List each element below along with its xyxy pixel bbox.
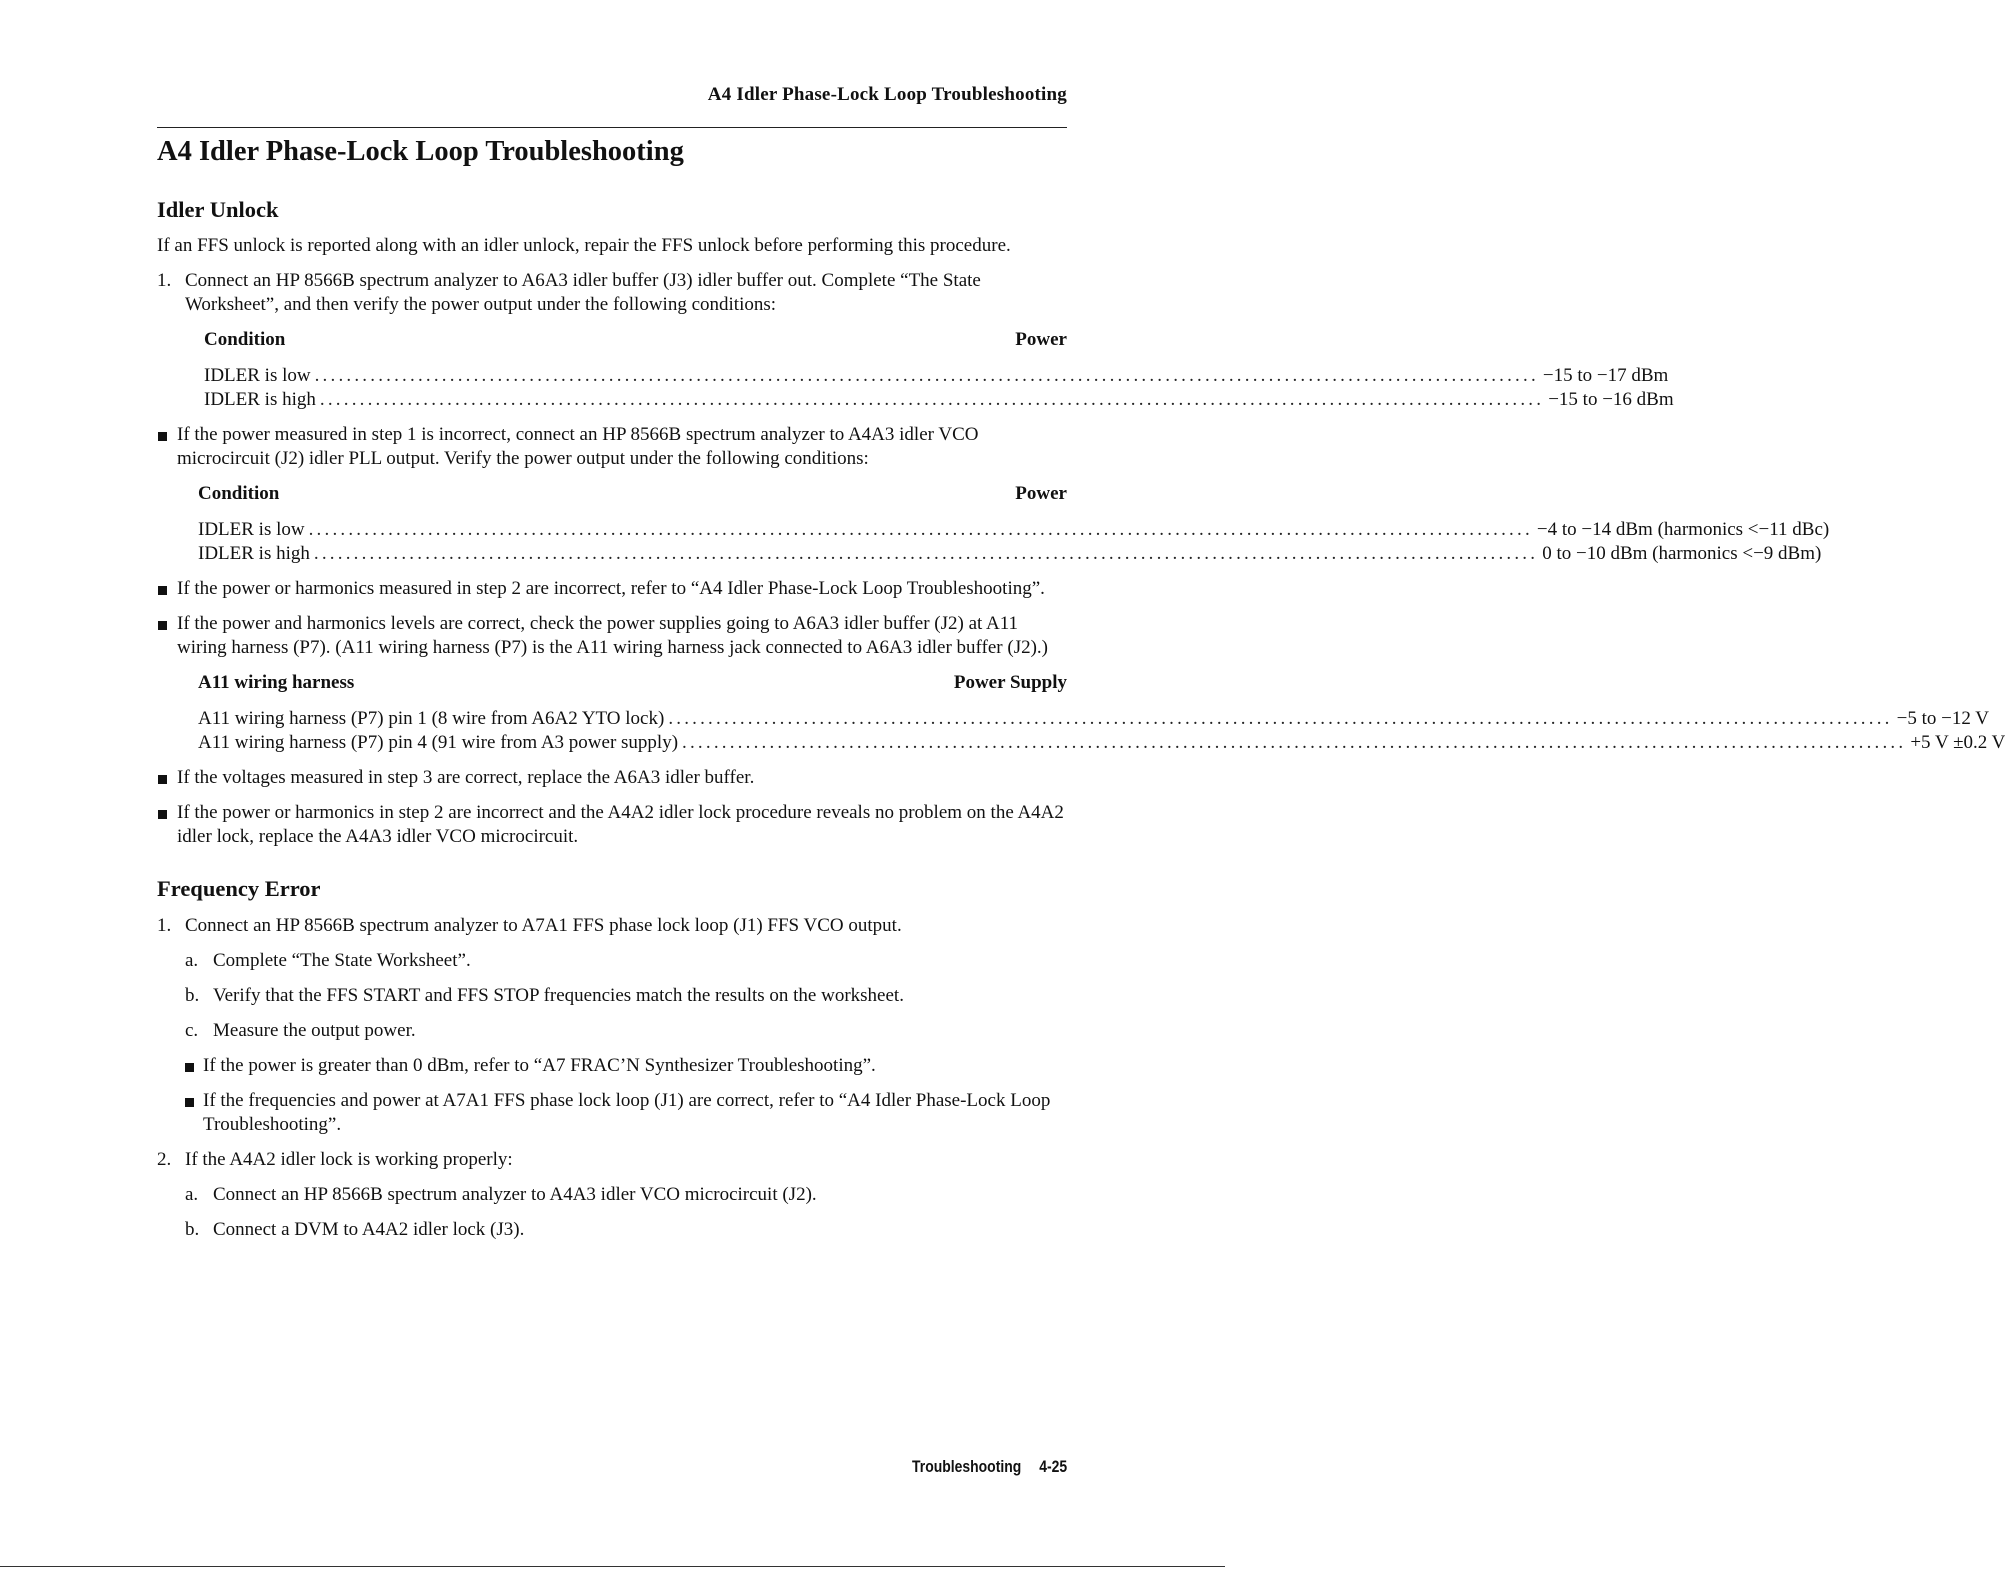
step-text: Connect an HP 8566B spectrum analyzer to A7A1 FFS phase lock loop (J1) FFS VCO output. [185, 915, 902, 936]
bullet-square-icon [158, 621, 167, 630]
bullet-text: If the power or harmonics in step 2 are incorrect and the A4A2 idler lock procedure reveals no problem on the A4A2 idler lock, replace the A4A3 idler VCO microcircuit. [177, 802, 1064, 847]
column-header-power: Power [1015, 483, 1067, 504]
table-row [198, 731, 2005, 755]
substep-text: Complete “The State Worksheet”. [213, 950, 471, 971]
substep-letter: a. [185, 1184, 199, 1205]
column-header-harness: A11 wiring harness [198, 672, 355, 693]
step-item [157, 269, 1067, 317]
substep-text: Measure the output power. [213, 1020, 416, 1041]
power-supply-table [198, 671, 2005, 755]
intro-paragraph: If an FFS unlock is reported along with an idler unlock, repair the FFS unlock before performing this procedure. [157, 235, 1011, 256]
row-value: −15 to −16 dBm [1548, 389, 1674, 410]
row-label: IDLER is low [204, 365, 311, 386]
column-header-power-supply: Power Supply [953, 672, 1067, 693]
bullet-square-icon [185, 1098, 194, 1107]
section-heading-idler-unlock: Idler Unlock [157, 197, 279, 222]
column-header-condition: Condition [198, 483, 280, 504]
table-row [198, 542, 1822, 566]
row-value: −15 to −17 dBm [1542, 365, 1669, 386]
dot-leader: .......................................................................................................................................................... [319, 389, 1545, 410]
row-label: A11 wiring harness (P7) pin 4 (91 wire from A3 power supply) [198, 732, 679, 753]
row-label: A11 wiring harness (P7) pin 1 (8 wire from A6A2 YTO lock) [198, 708, 665, 729]
row-value: −4 to −14 dBm (harmonics <−11 dBc) [1536, 519, 1830, 540]
step-item [157, 914, 1067, 938]
step-item [157, 1148, 1067, 1172]
bullet-text: If the power and harmonics levels are correct, check the power supplies going to A6A3 idler buffer (J2) at A11 wiring harness (P7). (A11 wiring harness (P7) is the A11 wiring harness jack connected to A6A3 idler buffer (J2).) [177, 613, 1048, 658]
table-header [198, 671, 1067, 695]
bullet-item [157, 766, 1067, 790]
step-number: 1. [157, 270, 172, 291]
substep-item [157, 984, 1067, 1008]
bullet-text: If the power or harmonics measured in step 2 are incorrect, refer to “A4 Idler Phase-Lock Loop Troubleshooting”. [177, 578, 1045, 599]
bullet-square-icon [158, 586, 167, 595]
bullet-item [157, 801, 1067, 849]
row-label: IDLER is high [198, 543, 310, 564]
substep-item [157, 1218, 1067, 1242]
dot-leader: .......................................................................................................................................................... [313, 543, 1539, 564]
table-header [204, 328, 1067, 352]
dot-leader: .......................................................................................................................................................... [668, 708, 1893, 729]
page-footer [894, 1457, 1067, 1477]
running-head: A4 Idler Phase-Lock Loop Troubleshooting [707, 84, 1067, 105]
bullet-item [157, 612, 1067, 660]
row-value: 0 to −10 dBm (harmonics <−9 dBm) [1542, 543, 1822, 564]
substep-letter: a. [185, 950, 199, 971]
sub-bullet-item [157, 1054, 1067, 1078]
substep-letter: b. [185, 1219, 200, 1240]
dot-leader: .......................................................................................................................................................... [308, 519, 1533, 540]
bullet-text: If the power is greater than 0 dBm, refer to “A7 FRAC’N Synthesizer Troubleshooting”. [203, 1055, 876, 1076]
bullet-square-icon [158, 775, 167, 784]
page-title: A4 Idler Phase-Lock Loop Troubleshooting [157, 136, 684, 167]
bullet-square-icon [158, 810, 167, 819]
step-number: 1. [157, 915, 172, 936]
bullet-square-icon [158, 432, 167, 441]
row-label: IDLER is low [198, 519, 305, 540]
substep-item [157, 1183, 1067, 1207]
step-text: If the A4A2 idler lock is working properly: [185, 1149, 513, 1170]
row-label: IDLER is high [204, 389, 316, 410]
column-header-condition: Condition [204, 329, 286, 350]
footer-section: Troubleshooting [911, 1457, 1022, 1476]
table-row [198, 707, 1989, 731]
substep-letter: b. [185, 985, 200, 1006]
dot-leader: .......................................................................................................................................................... [314, 365, 1539, 386]
substep-text: Connect an HP 8566B spectrum analyzer to A4A3 idler VCO microcircuit (J2). [213, 1184, 817, 1205]
condition-table-2 [198, 482, 1830, 566]
substep-text: Connect a DVM to A4A2 idler lock (J3). [213, 1219, 525, 1240]
substep-item [157, 1019, 1067, 1043]
table-row [204, 364, 1669, 388]
row-value: −5 to −12 V [1896, 708, 1989, 729]
substep-text: Verify that the FFS START and FFS STOP frequencies match the results on the worksheet. [213, 985, 904, 1006]
step-number: 2. [157, 1149, 172, 1170]
condition-table-1 [204, 328, 1674, 412]
step-text: Connect an HP 8566B spectrum analyzer to A6A3 idler buffer (J3) idler buffer out. Complete “The State Worksheet”, and then verify the power output under the following conditions: [185, 270, 981, 315]
column-header-power: Power [1015, 329, 1067, 350]
bullet-text: If the voltages measured in step 3 are correct, replace the A6A3 idler buffer. [177, 767, 755, 788]
section-heading-frequency-error: Frequency Error [157, 876, 321, 901]
table-row [204, 388, 1674, 412]
bullet-text: If the frequencies and power at A7A1 FFS phase lock loop (J1) are correct, refer to “A4 Idler Phase-Lock Loop Troubleshooting”. [203, 1090, 1051, 1135]
bullet-text: If the power measured in step 1 is incorrect, connect an HP 8566B spectrum analyzer to A4A3 idler VCO microcircuit (J2) idler PLL output. Verify the power output under the following conditions: [177, 424, 979, 469]
bullet-item [157, 423, 1067, 471]
header-rule [157, 127, 1067, 128]
bullet-item [157, 577, 1067, 601]
sub-bullet-item [157, 1089, 1067, 1137]
substep-item [157, 949, 1067, 973]
substep-letter: c. [185, 1020, 199, 1041]
table-header [198, 482, 1067, 506]
bullet-square-icon [185, 1063, 194, 1072]
page-content [157, 132, 2005, 1242]
dot-leader: .......................................................................................................................................................... [682, 732, 1907, 753]
row-value: +5 V ±0.2 V [1910, 732, 2005, 753]
table-row [198, 518, 1830, 542]
bottom-rule [0, 1566, 1225, 1567]
page-number: 4-25 [1039, 1457, 1067, 1476]
